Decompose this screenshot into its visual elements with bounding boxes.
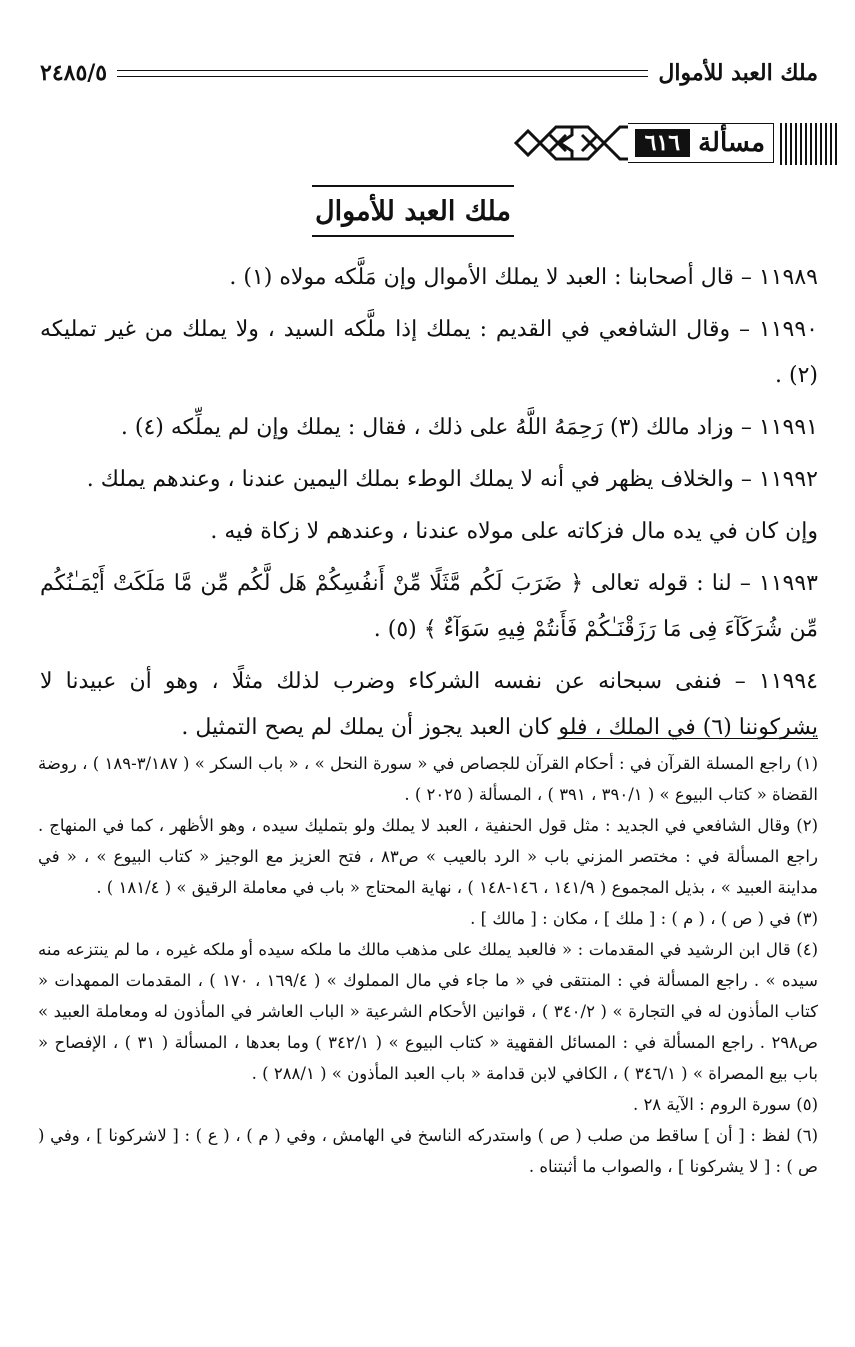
paragraph: ١١٩٩١ – وزاد مالك (٣) رَحِمَهُ اللَّهُ على ذلك ، فقال : يملك وإن لم يملِّكه (٤) . — [120, 415, 818, 440]
footnotes — [38, 748, 818, 1182]
running-header — [40, 56, 818, 90]
masala-frame — [628, 123, 774, 163]
footnote: (٢) وقال الشافعي في الجديد : مثل قول الحنفية ، العبد لا يملك ولو بتمليك سيده ، وهو الأظهر ، كما في المنهاج . راجع المسألة في : مختصر المزني باب « الرد بالعيب » ص٨٣ ، فتح العزيز مع الوجيز « كتاب البيوع » ، « في مداينة العبيد » ، بذيل المجموع ( ١٤١/٩ ، ١٤٦-١٤٨ ) ، نهاية المحتاج « باب في معاملة الرقيق » ( ١٨١/٤ ) . — [38, 816, 818, 897]
banner-bars-ornament — [780, 123, 840, 165]
main-text — [40, 255, 818, 757]
knot-ornament-icon — [510, 115, 630, 171]
running-header-reference: ٢٤٨٥/٥ — [40, 60, 108, 86]
footnote: (٣) في ( ص ) ، ( م ) : [ ملك ] ، مكان : [ مالك ] . — [470, 909, 818, 928]
footnote: (١) راجع المسلة القرآن في : أحكام القرآن للجصاص في « سورة النحل » ، « باب السكر » ( ٣/١٨٧-١٨٩ ) ، روضة القضاة « كتاب البيوع » ( ٣٩٠/١ ، ٣٩١ ) ، المسألة ( ٢٠٢٥ ) . — [38, 754, 818, 804]
paragraph: ١١٩٩٠ – وقال الشافعي في القديم : يملك إذا ملَّكه السيد ، ولا يملك من غير تمليكه (٢) . — [40, 317, 818, 388]
masala-label: مسألة — [698, 128, 765, 158]
paragraph: ١١٩٩٢ – والخلاف يظهر في أنه لا يملك الوطء بملك اليمين عندنا ، وعندهم يملك . — [86, 467, 818, 492]
running-header-rule — [117, 70, 648, 77]
section-title: ملك العبد للأموال — [315, 195, 511, 227]
paragraph: وإن كان في يده مال فزكاته على مولاه عندنا ، وعندهم لا زكاة فيه . — [210, 519, 818, 544]
running-header-title: ملك العبد للأموال — [658, 60, 818, 86]
paragraph: ١١٩٩٣ – لنا : قوله تعالى ﴿ ضَرَبَ لَكُم مَّثَلًا مِّنْ أَنفُسِكُمْ هَل لَّكُم مِّن مَّا مَلَكَتْ أَيْمَـٰنُكُم مِّن شُرَكَآءَ فِى مَا رَزَقْنَـٰكُمْ فَأَنتُمْ فِيهِ سَوَآءٌ ﴾ (٥) . — [40, 571, 818, 642]
footnote: (٤) قال ابن الرشيد في المقدمات : « فالعبد يملك على مذهب مالك ما ملكه سيده أو ملكه غيره ، ما لم ينتزعه منه سيده » . راجع المسألة في : المنتقى في « ما جاء في مال المملوك » ( ١٦٩/٤ ، ١٧٠ ) ، المقدمات الممهدات « كتاب المأذون له في التجارة » ( ٣٤٠/٢ ) ، قوانين الأحكام الشرعية « الباب العاشر في المأذون له ومعاملة العبيد » ص٢٩٨ . راجع المسألة في : المسائل الفقهية « كتاب البيوع » ( ٣٤٢/١ ) وما بعدها ، المسألة ( ٣١ ) ، الإفصاح « باب بيع المصراة » ( ٣٤٦/١ ) ، الكافي لابن قدامة « باب العبد المأذون » ( ٢٨٨/١ ) . — [38, 940, 818, 1083]
masala-number: ٦١٦ — [635, 129, 690, 157]
footnote-divider — [558, 738, 818, 739]
paragraph: ١١٩٨٩ – قال أصحابنا : العبد لا يملك الأموال وإن مَلَّكه مولاه (١) . — [229, 265, 818, 290]
masala-banner — [510, 115, 840, 171]
paragraph: ١١٩٩٤ – فنفى سبحانه عن نفسه الشركاء وضرب لذلك مثلًا ، وهو أن عبيدنا لا يشركوننا (٦) في الملك ، فلو كان العبد يجوز أن يملك لم يصح التمثيل . — [40, 669, 818, 740]
section-title-box — [312, 185, 514, 237]
footnote: (٦) لفظ : [ أن ] ساقط من صلب ( ص ) واستدركه الناسخ في الهامش ، وفي ( م ) ، ( ع ) : [ لاشركونا ] ، وفي ( ص ) : [ لا يشركونا ] ، والصواب ما أثبتناه . — [38, 1126, 818, 1176]
footnote: (٥) سورة الروم : الآية ٢٨ . — [632, 1095, 818, 1114]
